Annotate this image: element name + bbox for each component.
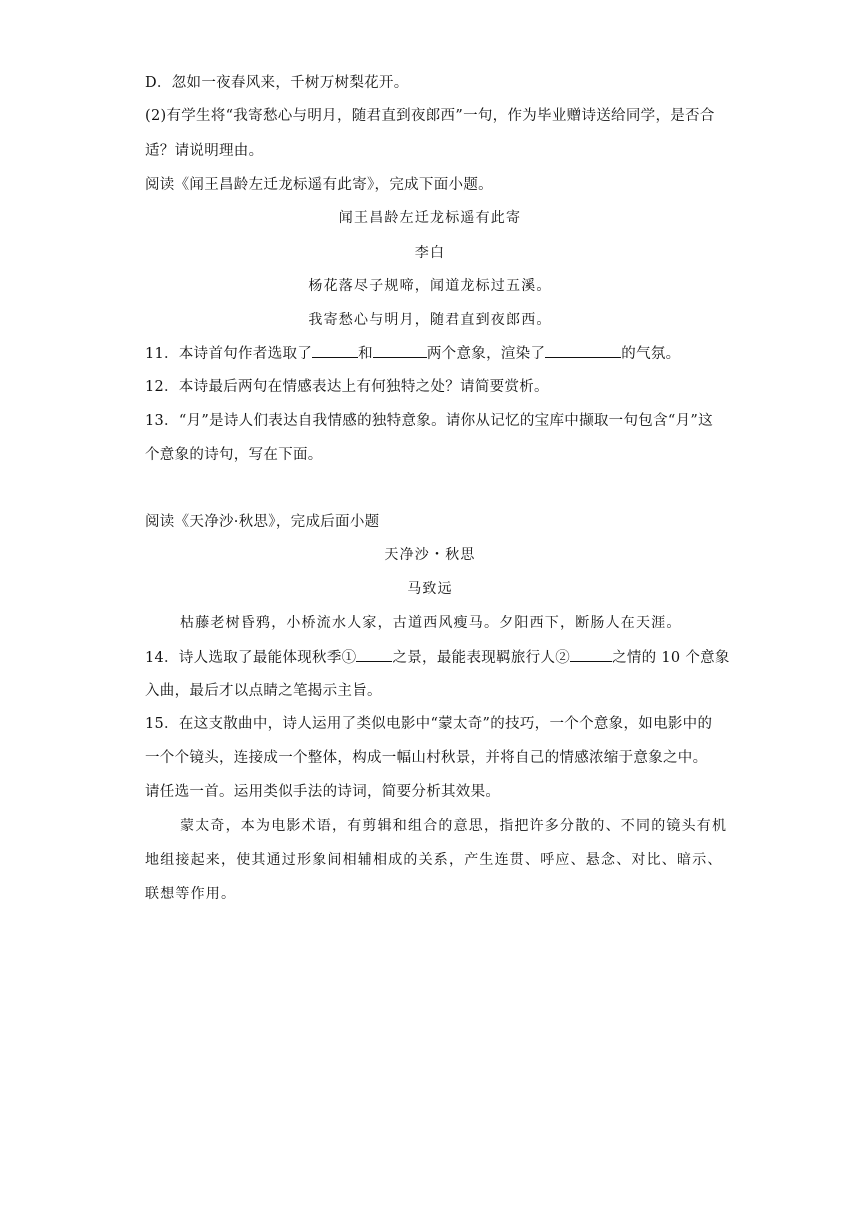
poem-2-text: 枯藤老树昏鸦，小桥流水人家，古道西风瘦马。夕阳西下，断肠人在天涯。 <box>180 615 682 631</box>
note-line-2: 地组接起来，使其通过形象间相辅相成的关系，产生连贯、呼应、悬念、对比、暗示、 <box>145 852 723 868</box>
question-11-part-a: 11．本诗首句作者选取了 <box>145 346 313 362</box>
question-12: 12．本诗最后两句在情感表达上有何独特之处？请简要赏析。 <box>145 379 549 395</box>
option-d: D．忽如一夜春风来，千树万树梨花开。 <box>145 75 409 91</box>
question-11-part-d: 的气氛。 <box>621 346 681 362</box>
question-13-line-1: 13．“月”是诗人们表达自我情感的独特意象。请你从记忆的宝库中撷取一句包含“月”这 <box>145 413 713 429</box>
question-2-line-2: 适？请说明理由。 <box>145 143 264 159</box>
poem-1-verse-2: 我寄愁心与明月，随君直到夜郎西。 <box>308 312 552 328</box>
poem-2-author: 马致远 <box>407 581 453 597</box>
question-2-line-1: (2)有学生将“我寄愁心与明月，随君直到夜郎西”一句，作为毕业赠诗送给同学，是否合 <box>145 108 715 124</box>
question-14-line-2: 入曲，最后才以点睛之笔揭示主旨。 <box>145 683 382 699</box>
question-11 <box>145 343 725 364</box>
question-14-part-a: 14．诗人选取了最能体现秋季① <box>145 650 357 666</box>
poem-1-verse-1: 杨花落尽子规啼，闻道龙标过五溪。 <box>308 278 552 294</box>
poem-2-title: 天净沙・秋思 <box>384 547 476 563</box>
answer-blank[interactable] <box>373 343 427 358</box>
poem-1-title: 闻王昌龄左迁龙标遥有此寄 <box>338 210 522 226</box>
question-15-line-1: 15．在这支散曲中，诗人运用了类似电影中“蒙太奇”的技巧，一个个意象，如电影中的 <box>145 716 713 732</box>
note-line-3: 联想等作用。 <box>145 886 237 902</box>
answer-blank[interactable] <box>545 343 621 358</box>
question-14-line-1 <box>145 647 730 668</box>
answer-blank[interactable] <box>312 343 358 358</box>
reading-instruction-2: 阅读《天净沙·秋思》，完成后面小题 <box>145 514 380 530</box>
question-15-line-3: 请任选一首。运用类似手法的诗词，简要分析其效果。 <box>145 784 501 800</box>
answer-blank[interactable] <box>356 647 392 662</box>
answer-blank[interactable] <box>570 647 612 662</box>
question-14-part-c: 之情的 10 个意象 <box>612 650 730 666</box>
note-line-1: 蒙太奇，本为电影术语，有剪辑和组合的意思，指把许多分散的、不同的镜头有机 <box>180 818 728 834</box>
poem-1-author: 李白 <box>414 245 446 261</box>
question-11-part-c: 两个意象，渲染了 <box>426 346 546 362</box>
question-11-part-b: 和 <box>358 346 373 362</box>
question-14-part-b: 之景，最能表现羁旅行人② <box>392 650 571 666</box>
question-15-line-2: 一个个镜头，连接成一个整体，构成一幅山村秋景，并将自己的情感浓缩于意象之中。 <box>145 750 708 766</box>
reading-instruction-1: 阅读《闻王昌龄左迁龙标遥有此寄》，完成下面小题。 <box>145 177 493 193</box>
question-13-line-2: 个意象的诗句，写在下面。 <box>145 447 323 463</box>
